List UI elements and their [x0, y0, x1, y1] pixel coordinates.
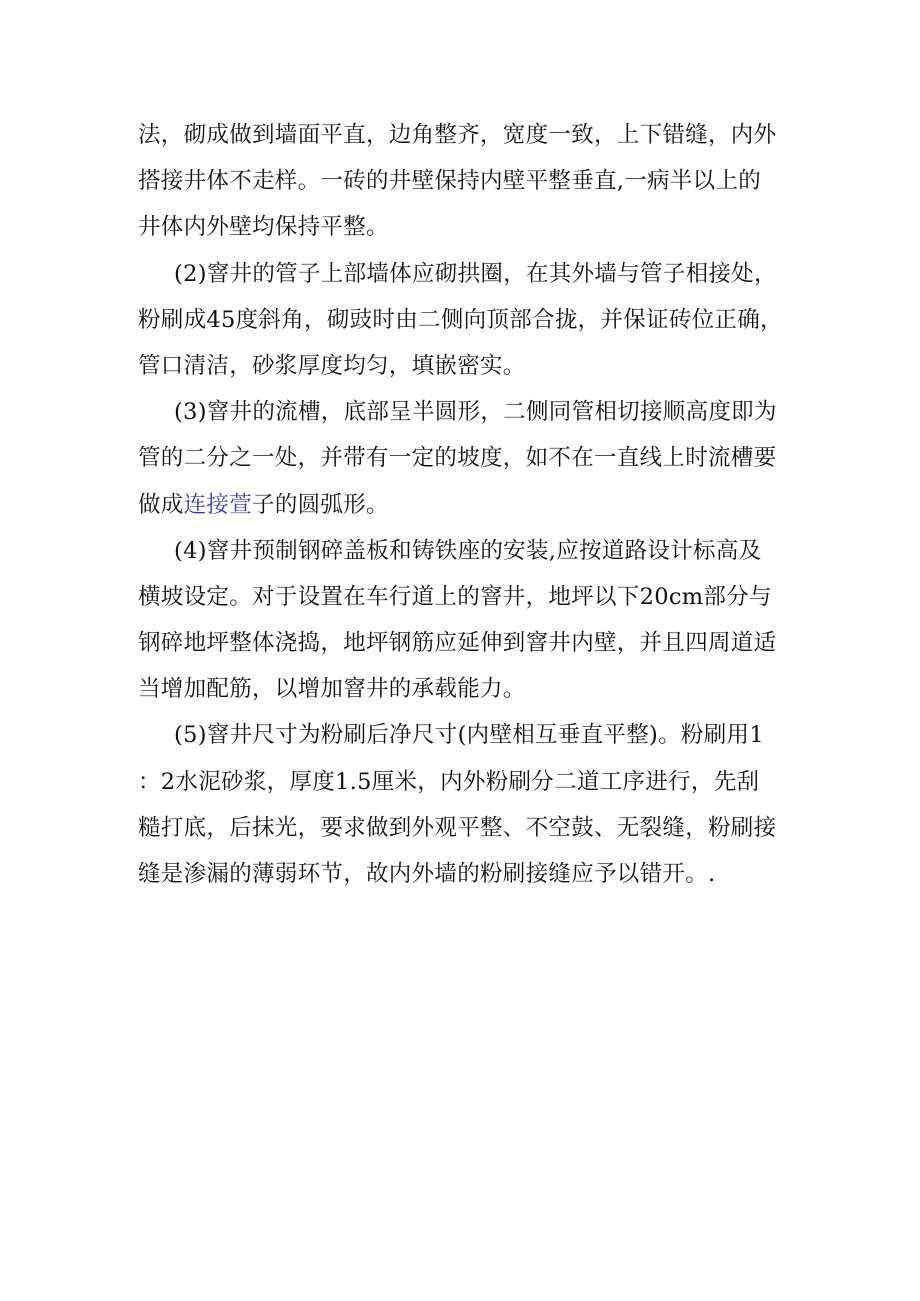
inline-link[interactable]: 连接萱 — [183, 491, 253, 518]
text-fragment: 子的圆弧形。 — [252, 491, 389, 518]
text-line: 井体内外壁均保持平整。 — [138, 214, 389, 241]
text-line: 缝是渗漏的薄弱环节，故内外墙的粉刷接缝应予以错开。. — [138, 861, 716, 887]
text-line: 粉刷成45度斜角，砌豉时由二侧向顶部合拢，并保证砖位正确， — [138, 306, 783, 333]
document-body — [138, 112, 798, 897]
text-line: 管口清洁，砂浆厚度均匀，填嵌密实。 — [138, 352, 526, 379]
text-line: 横坡设定。对于设置在车行道上的窨井，地坪以下20cm部分与 — [138, 583, 772, 610]
text-fragment: 做成 — [138, 491, 184, 518]
text-line: 搭接井体不走样。一砖的井壁保持内壁平整垂直,一病半以上的 — [138, 168, 762, 195]
text-line: 钢碎地坪整体浇捣，地坪钢筋应延伸到窨井内壁，并且四周道适 — [138, 630, 777, 657]
paragraph-3 — [138, 389, 798, 528]
paragraph-2 — [138, 251, 798, 390]
text-line — [138, 482, 798, 528]
text-line: 糙打底，后抹光，要求做到外观平整、不空鼓、无裂缝，粉刷接 — [138, 814, 777, 841]
paragraph-1 — [138, 112, 798, 251]
text-line: ：2水泥砂浆，厚度1.5厘米，内外粉刷分二道工序进行，先刮 — [138, 768, 760, 795]
paragraph-4 — [138, 528, 798, 713]
text-line: (5)窨井尺寸为粉刷后净尺寸(内壁相互垂直平整)。粉刷用1 — [174, 722, 764, 749]
text-line: 管的二分之一处，并带有一定的坡度，如不在一直线上时流槽要 — [138, 445, 777, 472]
text-line: (2)窨井的管子上部墙体应砌拱圈，在其外墙与管子相接处， — [174, 260, 777, 287]
text-line: 法，砌成做到墙面平直，边角整齐，宽度一致，上下错缝，内外 — [138, 122, 777, 148]
paragraph-5 — [138, 712, 798, 897]
text-line: (4)窨井预制钢碎盖板和铸铁座的安装,应按道路设计标高及 — [174, 537, 762, 564]
text-line: 当增加配筋，以增加窨井的承载能力。 — [138, 676, 526, 703]
text-line: (3)窨井的流槽，底部呈半圆形，二侧同管相切接顺高度即为 — [174, 399, 777, 426]
